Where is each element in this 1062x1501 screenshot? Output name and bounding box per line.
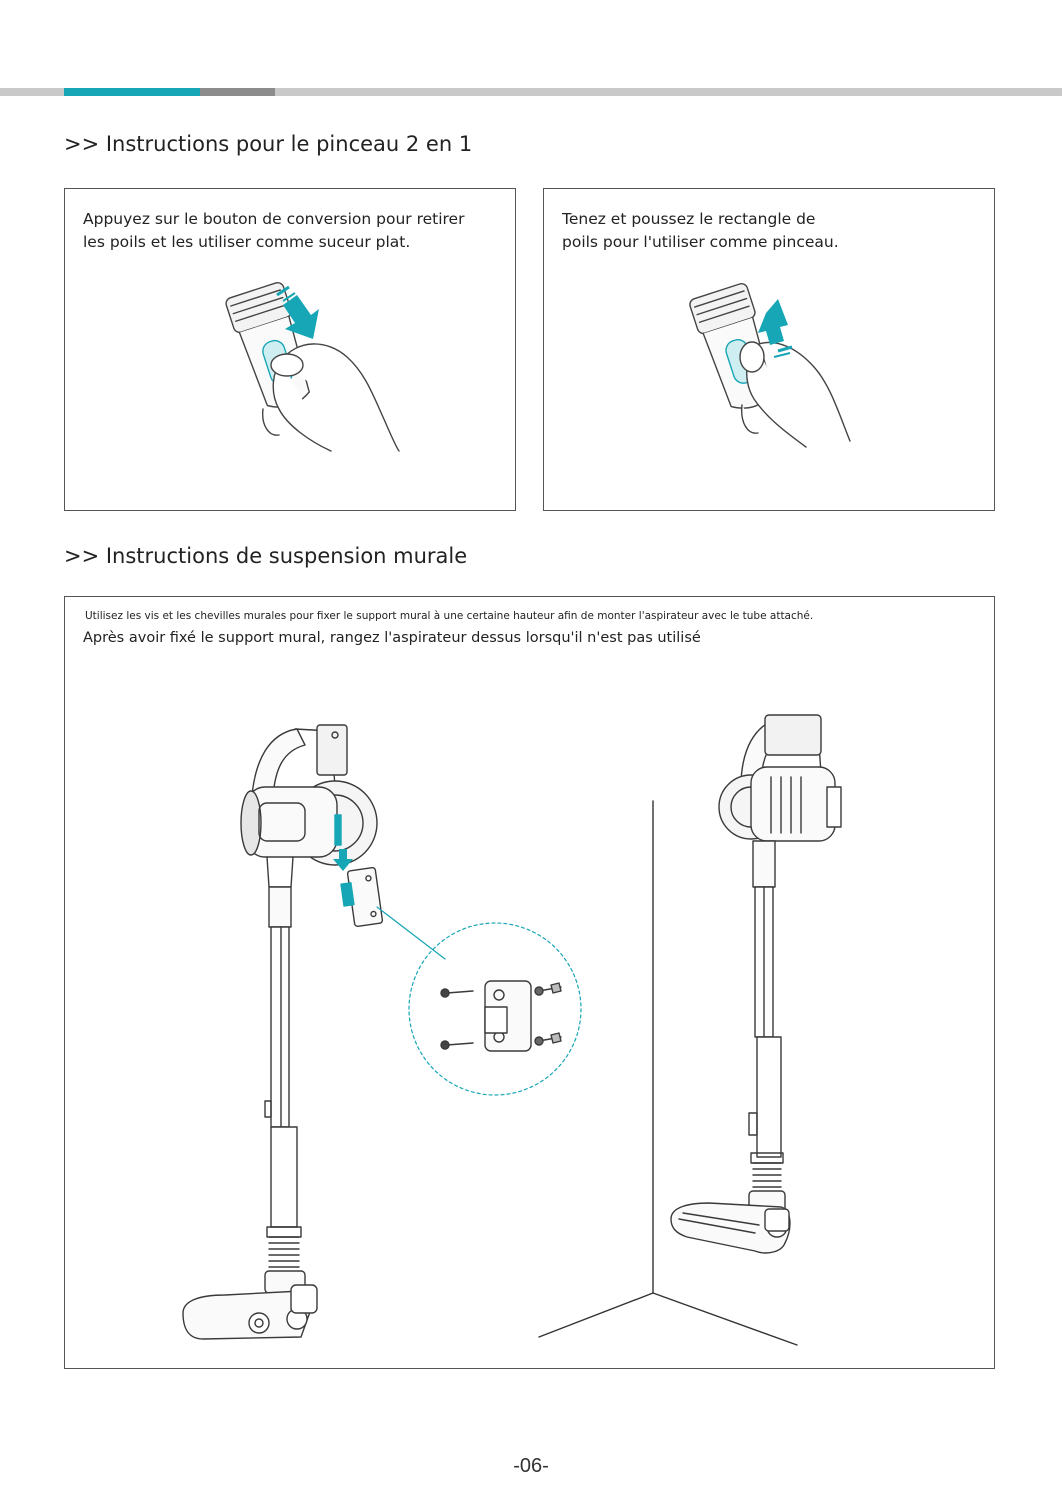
wall-mount-note-small: Utilisez les vis et les chevilles murales pour fixer le support mural à une certaine hauteur afin de monter l'aspirateur avec le tube attaché. (85, 610, 814, 622)
header-bar-accent (64, 88, 200, 96)
wall-mount-panel (64, 596, 995, 1369)
section-title-wall: >> Instructions de suspension murale (64, 544, 468, 568)
wall-mount-illustration (65, 597, 996, 1370)
wall-mount-note: Après avoir fixé le support mural, rangez l'aspirateur dessus lorsqu'il n'est pas utilisé (83, 630, 701, 646)
vacuum-mounted (671, 715, 841, 1253)
vacuum-with-bracket (183, 725, 383, 1339)
instruction-text-brush: Tenez et poussez le rectangle de poils pour l'utiliser comme pinceau. (562, 210, 839, 251)
brush-press-illustration (65, 189, 517, 512)
header-bar-dark (200, 88, 275, 96)
page-number: -06- (513, 1455, 549, 1477)
instruction-panel-brush (543, 188, 995, 511)
instruction-text-convert: Appuyez sur le bouton de conversion pour retirer les poils et les utiliser comme suceur plat. (83, 210, 465, 251)
header-bar (0, 88, 1062, 96)
brush-push-illustration (544, 189, 996, 512)
section-title-brush: >> Instructions pour le pinceau 2 en 1 (64, 132, 473, 156)
instruction-panel-convert (64, 188, 516, 511)
